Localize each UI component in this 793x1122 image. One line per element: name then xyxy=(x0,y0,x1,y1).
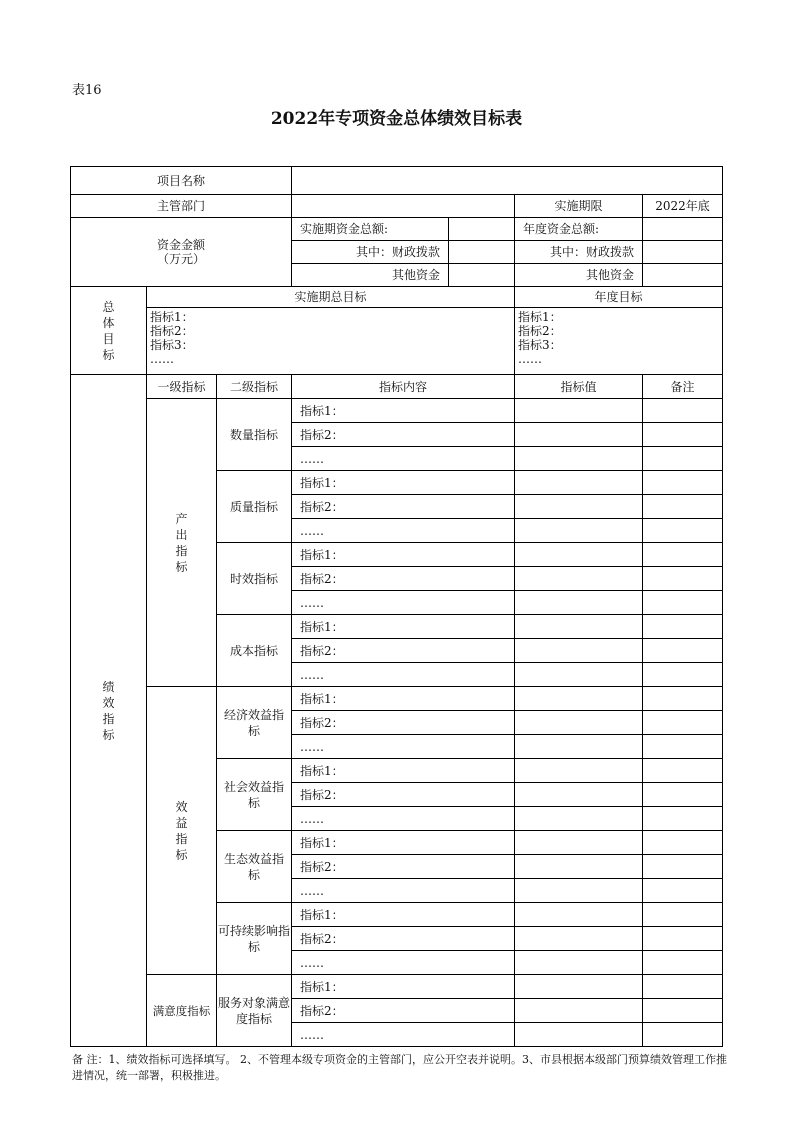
indicator-row[interactable]: 指标1： xyxy=(292,471,515,495)
level2-quantity: 数量指标 xyxy=(217,399,292,471)
note-cell[interactable] xyxy=(643,759,723,783)
value-cell[interactable] xyxy=(515,567,643,591)
project-name-label: 项目名称 xyxy=(71,167,292,195)
department-label: 主管部门 xyxy=(71,195,292,218)
annual-goal-header: 年度目标 xyxy=(515,287,723,308)
indicator-row[interactable]: …… xyxy=(292,879,515,903)
note-cell[interactable] xyxy=(643,951,723,975)
value-cell[interactable] xyxy=(515,903,643,927)
value-cell[interactable] xyxy=(515,711,643,735)
value-cell[interactable] xyxy=(515,879,643,903)
level2-sustainable: 可持续影响指标 xyxy=(217,903,292,975)
level1-output: 产出指标 xyxy=(147,399,217,687)
note-cell[interactable] xyxy=(643,783,723,807)
value-cell[interactable] xyxy=(515,927,643,951)
indicator-row[interactable]: 指标2： xyxy=(292,639,515,663)
period-goal-items[interactable]: 指标1： 指标2： 指标3： …… xyxy=(147,308,515,375)
value-cell[interactable] xyxy=(515,951,643,975)
note-cell[interactable] xyxy=(643,591,723,615)
value-cell[interactable] xyxy=(515,807,643,831)
note-cell[interactable] xyxy=(643,471,723,495)
note-cell[interactable] xyxy=(643,975,723,999)
indicator-row[interactable]: 指标1： xyxy=(292,543,515,567)
funds-label: 资金金额 （万元） xyxy=(71,218,292,287)
value-cell[interactable] xyxy=(515,831,643,855)
col-note: 备注 xyxy=(643,375,723,399)
indicator-row[interactable]: 指标2： xyxy=(292,855,515,879)
note-cell[interactable] xyxy=(643,999,723,1023)
col-level2: 二级指标 xyxy=(217,375,292,399)
indicator-row[interactable]: …… xyxy=(292,663,515,687)
note-cell[interactable] xyxy=(643,711,723,735)
project-name-value[interactable] xyxy=(292,167,723,195)
indicator-row[interactable]: …… xyxy=(292,591,515,615)
other-label-annual: 其他资金 xyxy=(515,264,643,287)
indicator-row[interactable]: 指标1： xyxy=(292,903,515,927)
indicator-row[interactable]: …… xyxy=(292,519,515,543)
value-cell[interactable] xyxy=(515,471,643,495)
indicator-row[interactable]: 指标1： xyxy=(292,759,515,783)
indicator-row[interactable]: 指标1： xyxy=(292,975,515,999)
note-cell[interactable] xyxy=(643,927,723,951)
indicator-row[interactable]: 指标2： xyxy=(292,711,515,735)
indicator-row[interactable]: 指标2： xyxy=(292,567,515,591)
indicator-row[interactable]: …… xyxy=(292,447,515,471)
annual-funds-label: 年度资金总额: xyxy=(515,218,643,241)
other-label-period: 其他资金 xyxy=(292,264,449,287)
note-cell[interactable] xyxy=(643,831,723,855)
value-cell[interactable] xyxy=(515,855,643,879)
level2-quality: 质量指标 xyxy=(217,471,292,543)
value-cell[interactable] xyxy=(515,399,643,423)
indicator-row[interactable]: …… xyxy=(292,951,515,975)
note-cell[interactable] xyxy=(643,519,723,543)
period-label: 实施期限 xyxy=(515,195,643,218)
note-cell[interactable] xyxy=(643,903,723,927)
level2-timeliness: 时效指标 xyxy=(217,543,292,615)
note-cell[interactable] xyxy=(643,1023,723,1047)
fiscal-value-period[interactable] xyxy=(449,241,515,264)
perf-side-label: 绩效指标 xyxy=(71,375,147,1047)
value-cell[interactable] xyxy=(515,663,643,687)
level2-social: 社会效益指标 xyxy=(217,759,292,831)
footnote: 备 注：1、绩效指标可选择填写。 2、不管理本级专项资金的主管部门，应公开空表并说明。3、市县根据本级部门预算绩效管理工作推进情况，统一部署，积极推进。 xyxy=(72,1053,727,1082)
indicator-row[interactable]: 指标1： xyxy=(292,687,515,711)
indicator-row[interactable]: …… xyxy=(292,807,515,831)
note-cell[interactable] xyxy=(643,879,723,903)
table-number-label: 表16 xyxy=(72,83,102,98)
indicator-row[interactable]: 指标2： xyxy=(292,423,515,447)
level2-cost: 成本指标 xyxy=(217,615,292,687)
value-cell[interactable] xyxy=(515,519,643,543)
indicator-row[interactable]: 指标2： xyxy=(292,927,515,951)
annual-funds-value[interactable] xyxy=(643,218,723,241)
col-value: 指标值 xyxy=(515,375,643,399)
department-value[interactable] xyxy=(292,195,515,218)
page-title: 2022年专项资金总体绩效目标表 xyxy=(270,109,523,129)
indicator-row[interactable]: …… xyxy=(292,1023,515,1047)
value-cell[interactable] xyxy=(515,495,643,519)
value-cell[interactable] xyxy=(515,975,643,999)
note-cell[interactable] xyxy=(643,855,723,879)
indicator-row[interactable]: 指标1： xyxy=(292,615,515,639)
value-cell[interactable] xyxy=(515,591,643,615)
fiscal-label-annual: 其中：财政拨款 xyxy=(515,241,643,264)
note-cell[interactable] xyxy=(643,399,723,423)
value-cell[interactable] xyxy=(515,999,643,1023)
level2-ecological: 生态效益指标 xyxy=(217,831,292,903)
note-cell[interactable] xyxy=(643,447,723,471)
indicator-row[interactable]: …… xyxy=(292,735,515,759)
annual-goal-items[interactable]: 指标1： 指标2： 指标3： …… xyxy=(515,308,723,375)
value-cell[interactable] xyxy=(515,783,643,807)
note-cell[interactable] xyxy=(643,567,723,591)
period-value: 2022年底 xyxy=(643,195,723,218)
note-cell[interactable] xyxy=(643,807,723,831)
note-cell[interactable] xyxy=(643,735,723,759)
value-cell[interactable] xyxy=(515,759,643,783)
other-value-annual[interactable] xyxy=(643,264,723,287)
total-funds-label: 实施期资金总额: xyxy=(292,218,449,241)
indicator-row[interactable]: 指标2： xyxy=(292,495,515,519)
note-cell[interactable] xyxy=(643,639,723,663)
fiscal-label-period: 其中：财政拨款 xyxy=(292,241,449,264)
col-content: 指标内容 xyxy=(292,375,515,399)
note-cell[interactable] xyxy=(643,495,723,519)
overall-goal-side-label: 总体目标 xyxy=(71,287,147,375)
col-level1: 一级指标 xyxy=(147,375,217,399)
value-cell[interactable] xyxy=(515,423,643,447)
indicator-row[interactable]: 指标1： xyxy=(292,831,515,855)
note-cell[interactable] xyxy=(643,687,723,711)
total-funds-value[interactable] xyxy=(449,218,515,241)
value-cell[interactable] xyxy=(515,615,643,639)
indicator-row[interactable]: 指标2： xyxy=(292,783,515,807)
level2-economic: 经济效益指标 xyxy=(217,687,292,759)
note-cell[interactable] xyxy=(643,615,723,639)
value-cell[interactable] xyxy=(515,639,643,663)
other-value-period[interactable] xyxy=(449,264,515,287)
level2-service: 服务对象满意度指标 xyxy=(217,975,292,1047)
indicator-row[interactable]: 指标1： xyxy=(292,399,515,423)
note-cell[interactable] xyxy=(643,543,723,567)
performance-target-table xyxy=(70,166,723,1047)
level1-benefit: 效益指标 xyxy=(147,687,217,975)
value-cell[interactable] xyxy=(515,735,643,759)
value-cell[interactable] xyxy=(515,447,643,471)
note-cell[interactable] xyxy=(643,423,723,447)
note-cell[interactable] xyxy=(643,663,723,687)
value-cell[interactable] xyxy=(515,543,643,567)
value-cell[interactable] xyxy=(515,1023,643,1047)
indicator-row[interactable]: 指标2： xyxy=(292,999,515,1023)
fiscal-value-annual[interactable] xyxy=(643,241,723,264)
period-goal-header: 实施期总目标 xyxy=(147,287,515,308)
value-cell[interactable] xyxy=(515,687,643,711)
level1-satisfaction: 满意度指标 xyxy=(147,975,217,1047)
